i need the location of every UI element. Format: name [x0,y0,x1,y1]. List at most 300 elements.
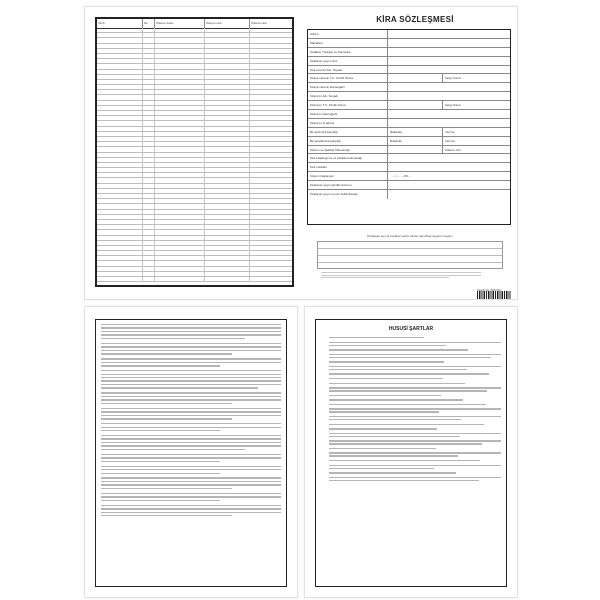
ledger-cell [143,49,155,53]
ledger-cell [143,116,155,120]
special-conditions-title: HUSUSİ ŞARTLAR [388,326,434,332]
terms-paragraph [101,454,281,462]
fine-print-line [329,390,487,391]
ledger-cell [250,168,292,172]
condition-text [329,349,501,352]
ledger-cell [250,178,292,182]
ledger-cell [143,163,155,167]
ledger-col-odeme: Ödeme tutarı [155,19,205,28]
ledger-cell [97,272,143,276]
form-value-cell [388,101,442,109]
form-sublabel: Vergi Numa [442,101,510,109]
condition-text [329,354,501,360]
ledger-cell [155,261,205,265]
form-value-cell [388,74,442,82]
condition-item [321,448,501,451]
ledger-cell [205,277,250,281]
form-value: ...../......../20.... [392,174,412,179]
ledger-cell [143,70,155,74]
fine-print-line [321,275,481,276]
fine-print-line [101,435,281,436]
fine-print-line [321,272,481,273]
condition-item [321,440,501,446]
fine-print-line [329,354,501,355]
special-conditions-frame [315,319,507,587]
ledger-cell [143,251,155,255]
ledger-cell [205,241,250,245]
fine-print-line [101,442,281,443]
ledger-cell [205,127,250,131]
form-label: Kiraya verenin ikametgahı [308,83,388,91]
condition-text [329,428,501,431]
fine-print-line [101,484,281,485]
condition-text [329,408,501,414]
terms-paragraph [101,493,281,501]
form-row [308,48,510,57]
ledger-cell [155,147,205,151]
ledger-cell [205,142,250,146]
ledger-cell [205,137,250,141]
fine-print-line [101,380,281,381]
condition-item [321,354,501,360]
fine-print-line [329,480,479,481]
ledger-cell [250,49,292,53]
fine-print-line [101,454,281,455]
form-sublabel: Rakamla [390,129,402,134]
ledger-cell [250,28,292,32]
terms-paragraph [101,408,281,420]
fine-print-line [101,387,258,388]
ledger-cell [250,215,292,219]
form-sublabel: Rakamla [390,138,402,143]
ledger-cell [155,241,205,245]
ledger-cell [250,241,292,245]
fine-print-line [101,370,281,371]
ledger-cell [143,85,155,89]
condition-item [321,342,501,348]
ledger-cell [143,59,155,63]
ledger-cell [155,225,205,229]
ledger-cell [97,241,143,245]
ledger-cell [205,153,250,157]
condition-item [321,477,501,483]
condition-text [329,373,501,376]
ledger-cell [143,267,155,271]
fine-print-line [329,455,458,456]
ledger-cell [155,272,205,276]
ledger-cell [155,230,205,234]
general-terms-frame [95,319,287,587]
ledger-cell [250,189,292,193]
ledger-cell [143,111,155,115]
ledger-cell [250,163,292,167]
form-row [308,66,510,75]
fine-print-line [329,440,501,441]
ledger-cell [97,215,143,219]
ledger-cell [205,246,250,250]
condition-text [329,337,501,340]
condition-text [329,366,501,372]
ledger-cell [97,168,143,172]
ledger-cell [97,54,143,58]
ledger-cell [143,38,155,42]
ledger-cell [205,28,250,32]
ledger-cell [143,158,155,162]
ledger-cell [97,28,143,32]
ledger-cell [155,132,205,136]
condition-item [321,416,501,422]
ledger-cell [97,261,143,265]
ledger-cell [250,70,292,74]
ledger-cell [205,106,250,110]
ledger-cell [143,199,155,203]
ledger-cell [250,147,292,151]
ledger-cell [250,38,292,42]
ledger-cell [97,111,143,115]
ledger-cell [143,101,155,105]
ledger-cell [143,241,155,245]
ledger-cell [155,153,205,157]
ledger-cell [205,220,250,224]
ledger-cell [155,194,205,198]
inventory-line [318,242,502,249]
fine-print-line [101,427,281,428]
ledger-cell [143,64,155,68]
form-label: Kiralanan şeyin cinsi [308,57,388,65]
ledger-cell [97,59,143,63]
ledger-cell [143,121,155,125]
ledger-col-odeyen: Ödeyen adı [205,19,250,28]
form-row [308,83,510,92]
fine-print-line [101,508,281,509]
condition-item [321,349,501,352]
ledger-cell [155,111,205,115]
ledger-cell [250,59,292,63]
fine-print-line [101,374,281,375]
ledger-cell [205,101,250,105]
ledger-cell [250,194,292,198]
ledger-cell [205,59,250,63]
ledger-cell [143,189,155,193]
ledger-cell [205,158,250,162]
ledger-cell [143,142,155,146]
fine-print-line [101,338,245,339]
fine-print-line [329,424,484,425]
condition-text [329,424,501,427]
ledger-cell [143,168,155,172]
ledger-cell [205,44,250,48]
fine-print-line [329,349,468,350]
ledger-cell [155,101,205,105]
fine-print-line [329,342,501,343]
ledger-cell [250,44,292,48]
fine-print-line [101,473,220,474]
ledger-cell [97,75,143,79]
ledger-cell [143,215,155,219]
ledger-cell [143,256,155,260]
ledger-cell [205,80,250,84]
ledger-cell [250,116,292,120]
condition-text [329,433,501,439]
form-label: Kiralanan şeyin şimdiki durumu [308,181,388,189]
fine-print-line [329,345,446,346]
ledger-cell [155,33,205,37]
ledger-cell [205,75,250,79]
ledger-cell [97,127,143,131]
terms-paragraph [101,435,281,450]
condition-item [321,452,501,458]
payment-ledger-table [95,17,294,287]
ledger-cell [97,106,143,110]
form-row [308,101,510,110]
form-sublabel: Yazı ile [442,137,510,145]
ledger-cell [250,127,292,131]
ledger-cell [205,256,250,260]
fine-print-line [101,445,281,446]
ledger-cell [97,38,143,42]
condition-item [321,472,501,475]
form-label: Kiracının Adı, Soyadı [308,92,388,100]
condition-text [329,399,501,402]
ledger-cell [205,267,250,271]
ledger-cell [205,147,250,151]
ledger-cell [143,95,155,99]
form-sublabel: Yazı ile [442,128,510,136]
ledger-cell [250,236,292,240]
ledger-col-odenen: Ödenen adı [251,21,267,25]
fine-print-line [101,493,281,494]
ledger-cell [143,80,155,84]
condition-item [321,361,501,364]
ledger-cell [155,121,205,125]
ledger-cell [205,121,250,125]
ledger-cell [143,204,155,208]
fine-print-line [101,403,232,404]
condition-text [329,465,501,471]
ledger-cell [97,220,143,224]
ledger-cell [155,277,205,281]
ledger-cell [155,184,205,188]
form-row [308,190,510,199]
general-terms-page [84,306,298,598]
condition-text [329,477,501,483]
fine-print-line [329,472,456,473]
condition-item [321,387,501,393]
ledger-cell [97,95,143,99]
form-row [308,154,510,163]
ledger-cell [143,75,155,79]
ledger-cell [205,90,250,94]
ledger-cell [97,194,143,198]
ledger-cell [143,210,155,214]
ledger-cell [155,116,205,120]
ledger-cell [155,49,205,53]
ledger-cell [155,54,205,58]
fine-print-line [101,515,232,516]
ledger-cell [250,256,292,260]
condition-text [329,452,501,458]
ledger-cell [205,215,250,219]
ledger-cell [205,210,250,214]
form-row [308,39,510,48]
form-row [308,74,510,83]
ledger-cell [250,204,292,208]
fine-print-line [329,399,463,400]
form-label: Kiralanan şeyin ne için kullanılacağı [308,190,388,199]
condition-text [329,416,501,422]
form-label: Caddesi / Sokağı ve Numarası [308,48,388,56]
ledger-cell [97,163,143,167]
fine-print-line [101,469,281,470]
ledger-cell [250,173,292,177]
ledger-cell [155,236,205,240]
form-row [308,110,510,119]
ledger-cell [250,101,292,105]
ledger-cell [143,184,155,188]
ledger-col-tarih: Tarih [97,19,143,28]
ledger-cell [205,261,250,265]
ledger-cell [205,272,250,276]
condition-text [329,472,501,475]
condition-text [329,448,501,451]
ledger-cell [155,173,205,177]
form-label: Bir senelik kira karşılığı [308,137,388,145]
ledger-body [97,28,292,285]
ledger-cell [97,153,143,157]
ledger-cell [155,178,205,182]
ledger-cell [97,236,143,240]
ledger-cell [205,64,250,68]
fine-print-line [101,384,281,385]
fine-print-line [329,416,501,417]
condition-item [321,337,501,340]
ledger-cell [97,246,143,250]
terms-paragraph [101,505,281,517]
form-row [308,57,510,66]
ledger-cell [97,90,143,94]
ledger-cell [97,225,143,229]
ledger-cell [250,184,292,188]
ledger-cell [97,137,143,141]
ledger-cell [97,256,143,260]
fine-print-line [101,430,220,431]
fine-print-line [329,411,439,412]
ledger-cell [155,251,205,255]
fine-print-line [329,452,501,453]
form-label: Kiracının ikametgahı [308,110,388,118]
fine-print-line [101,423,281,424]
ledger-cell [205,194,250,198]
ledger-cell [97,173,143,177]
ledger-cell [250,246,292,250]
fine-print-line [101,362,281,363]
ledger-cell [155,59,205,63]
ledger-cell [205,54,250,58]
ledger-cell [205,199,250,203]
ledger-cell [205,116,250,120]
fine-print-line [101,477,281,478]
fine-print-line [101,331,281,332]
ledger-cell [143,127,155,131]
ledger-cell [155,137,205,141]
fine-print-line [101,500,220,501]
ledger-cell [250,95,292,99]
ledger-cell [97,277,143,281]
ledger-cell [143,147,155,151]
ledger-cell [143,54,155,58]
ledger-cell [205,33,250,37]
ledger-cell [155,38,205,42]
ledger-cell [155,220,205,224]
ledger-cell [155,168,205,172]
fine-print-line [101,481,281,482]
ledger-cell [250,199,292,203]
ledger-cell [155,90,205,94]
form-sublabel: Ödeme Yeri [442,146,510,154]
ledger-cell [143,28,155,32]
ledger-cell [155,44,205,48]
ledger-cell [205,189,250,193]
ledger-cell [155,70,205,74]
ledger-cell [155,85,205,89]
fine-print-line [101,438,281,439]
ledger-col-no: No [143,19,155,28]
ledger-cell [250,111,292,115]
ledger-cell [143,246,155,250]
condition-text [329,440,501,446]
ledger-cell [250,220,292,224]
fine-print-line [329,404,486,405]
fine-print-line [329,468,434,469]
condition-item [321,433,501,439]
ledger-cell [155,158,205,162]
ledger-cell [97,101,143,105]
fine-print-line [101,415,281,416]
form-label: Adresi [308,30,388,38]
ledger-cell [155,199,205,203]
form-label: Bir aylık kira karşılığı [308,128,388,136]
condition-item [321,373,501,376]
barcode [477,291,511,299]
ledger-cell [205,230,250,234]
ledger-cell [250,54,292,58]
ledger-cell [250,251,292,255]
ledger-cell [250,80,292,84]
ledger-cell [250,267,292,271]
fine-print-line [329,361,444,362]
fine-print-line [101,327,281,328]
ledger-cell [155,215,205,219]
ledger-cell [143,178,155,182]
form-row [308,128,510,137]
ledger-cell [143,153,155,157]
ledger-cell [250,261,292,265]
ledger-cell [250,230,292,234]
ledger-cell [97,80,143,84]
ledger-row [97,277,292,282]
fine-print-line [329,433,501,434]
fine-print-line [329,366,501,367]
ledger-cell [205,168,250,172]
ledger-cell [205,204,250,208]
ledger-cell [250,75,292,79]
inventory-line [318,249,502,256]
foot-note-lines [321,272,481,280]
inventory-line [318,256,502,263]
ledger-cell [250,210,292,214]
terms-paragraph [101,343,281,355]
condition-item [321,395,501,398]
